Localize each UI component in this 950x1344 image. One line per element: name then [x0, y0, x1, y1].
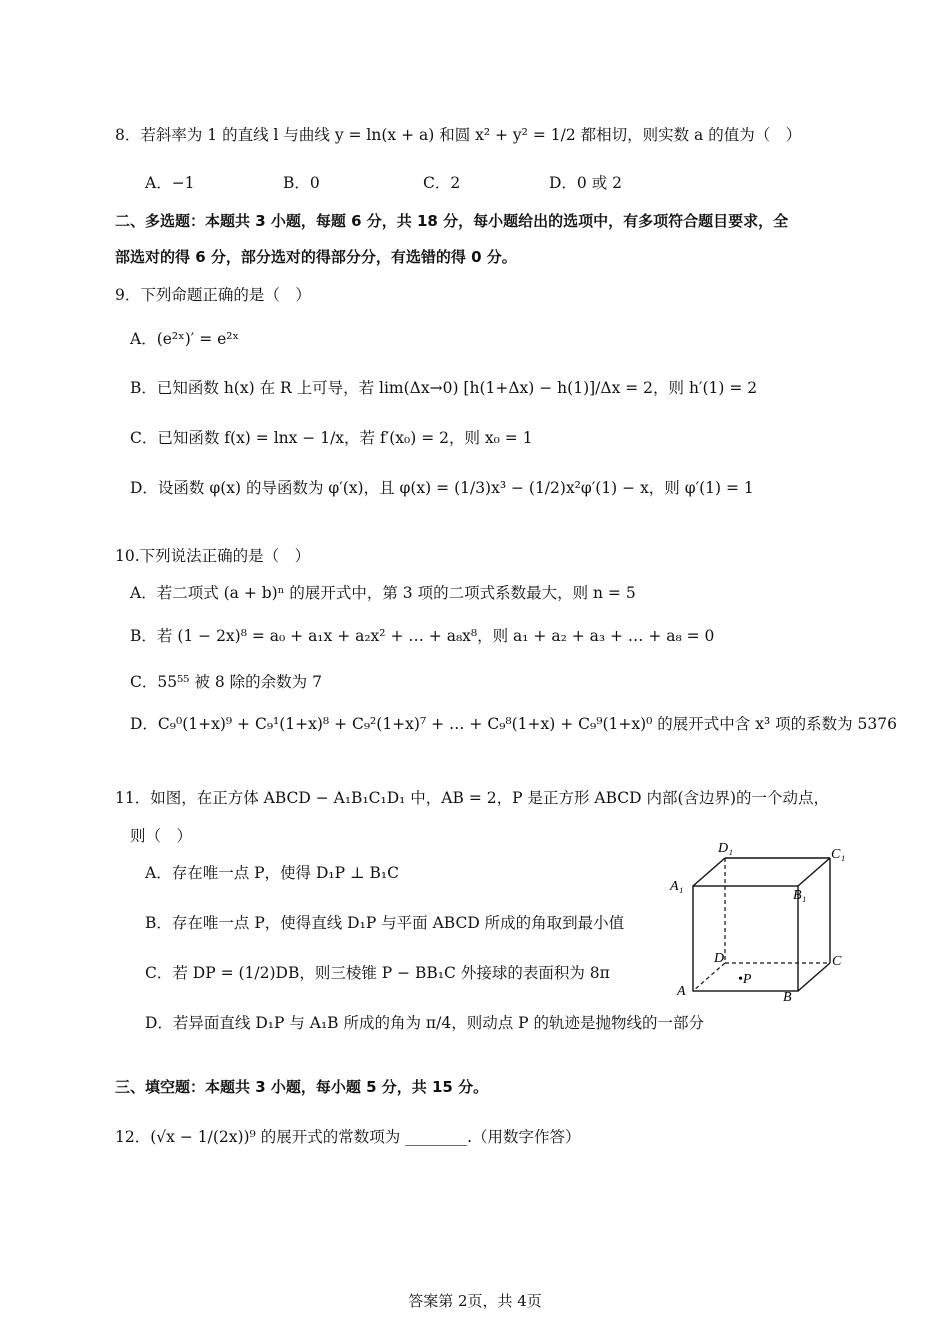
cube-figure [668, 838, 858, 1008]
q9-stem: 9．下列命题正确的是（ ） [115, 286, 311, 304]
q10-option-c: C．55⁵⁵ 被 8 除的余数为 7 [130, 673, 322, 691]
q10-option-a: A．若二项式 (a + b)ⁿ 的展开式中，第 3 项的二项式系数最大，则 n = 5 [130, 584, 636, 602]
label-a1: A₁ [670, 879, 684, 894]
label-d1: D₁ [718, 841, 733, 856]
label-c: C [832, 954, 842, 969]
label-p: •P [738, 972, 752, 987]
q10-option-b: B．若 (1 − 2x)⁸ = a₀ + a₁x + a₂x² + … + a₈x⁸，则 a₁ + a₂ + a₃ + … + a₈ = 0 [130, 627, 715, 645]
section2-heading-line2: 部选对的得 6 分，部分选对的得部分分，有选错的得 0 分。 [115, 248, 517, 266]
q8-option-a: A．−1 [145, 174, 195, 192]
section2-heading-line1: 二、多选题：本题共 3 小题，每题 6 分，共 18 分，每小题给出的选项中，有多项符合题目要求，全 [115, 212, 789, 230]
q12-stem: 12．(√x − 1/(2x))⁹ 的展开式的常数项为 ________.（用数字作答） [115, 1128, 581, 1146]
label-b1: B₁ [793, 888, 807, 903]
label-c1: C₁ [831, 847, 846, 862]
section3-heading: 三、填空题：本题共 3 小题，每小题 5 分，共 15 分。 [115, 1078, 489, 1096]
q8-option-b: B．0 [283, 174, 320, 192]
label-d: D [714, 951, 725, 966]
page-footer: 答案第 2页，共 4页 [408, 1292, 542, 1310]
q10-stem: 10.下列说法正确的是（ ） [115, 547, 311, 565]
q9-option-d: D．设函数 φ(x) 的导函数为 φ′(x)，且 φ(x) = (1/3)x³ − (1/2)x²φ′(1) − x，则 φ′(1) = 1 [130, 479, 754, 497]
q9-option-b: B．已知函数 h(x) 在 R 上可导，若 lim(Δx→0) [h(1+Δx) − h(1)]/Δx = 2，则 h′(1) = 2 [130, 379, 758, 397]
q11-option-b: B．存在唯一点 P，使得直线 D₁P 与平面 ABCD 所成的角取到最小值 [145, 914, 625, 932]
q8-option-d: D．0 或 2 [549, 174, 623, 192]
q9-option-a: A．(e²ˣ)′ = e²ˣ [130, 330, 240, 348]
q10-option-d: D．C₉⁰(1+x)⁹ + C₉¹(1+x)⁸ + C₉²(1+x)⁷ + … + C₉⁸(1+x) + C₉⁹(1+x)⁰ 的展开式中含 x³ 项的系数为 5376 [130, 715, 897, 733]
q11-stem: 11．如图，在正方体 ABCD − A₁B₁C₁D₁ 中，AB = 2，P 是正方形 ABCD 内部(含边界)的一个动点， [115, 789, 830, 807]
label-b: B [783, 990, 792, 1005]
q8-stem: 8．若斜率为 1 的直线 l 与曲线 y = ln(x + a) 和圆 x² + y² = 1/2 都相切，则实数 a 的值为（ ） [115, 126, 802, 144]
q11-option-a: A．存在唯一点 P，使得 D₁P ⊥ B₁C [145, 864, 399, 882]
q11-option-c: C．若 DP = (1/2)DB，则三棱锥 P − BB₁C 外接球的表面积为 8π [145, 964, 610, 982]
q9-option-c: C．已知函数 f(x) = lnx − 1/x，若 f′(x₀) = 2，则 x₀ = 1 [130, 429, 533, 447]
q8-option-c: C．2 [423, 174, 461, 192]
q11-stem-continued: 则（ ） [130, 827, 193, 845]
q11-option-d: D．若异面直线 D₁P 与 A₁B 所成的角为 π/4，则动点 P 的轨迹是抛物线的一部分 [145, 1014, 704, 1032]
label-a: A [677, 984, 686, 999]
